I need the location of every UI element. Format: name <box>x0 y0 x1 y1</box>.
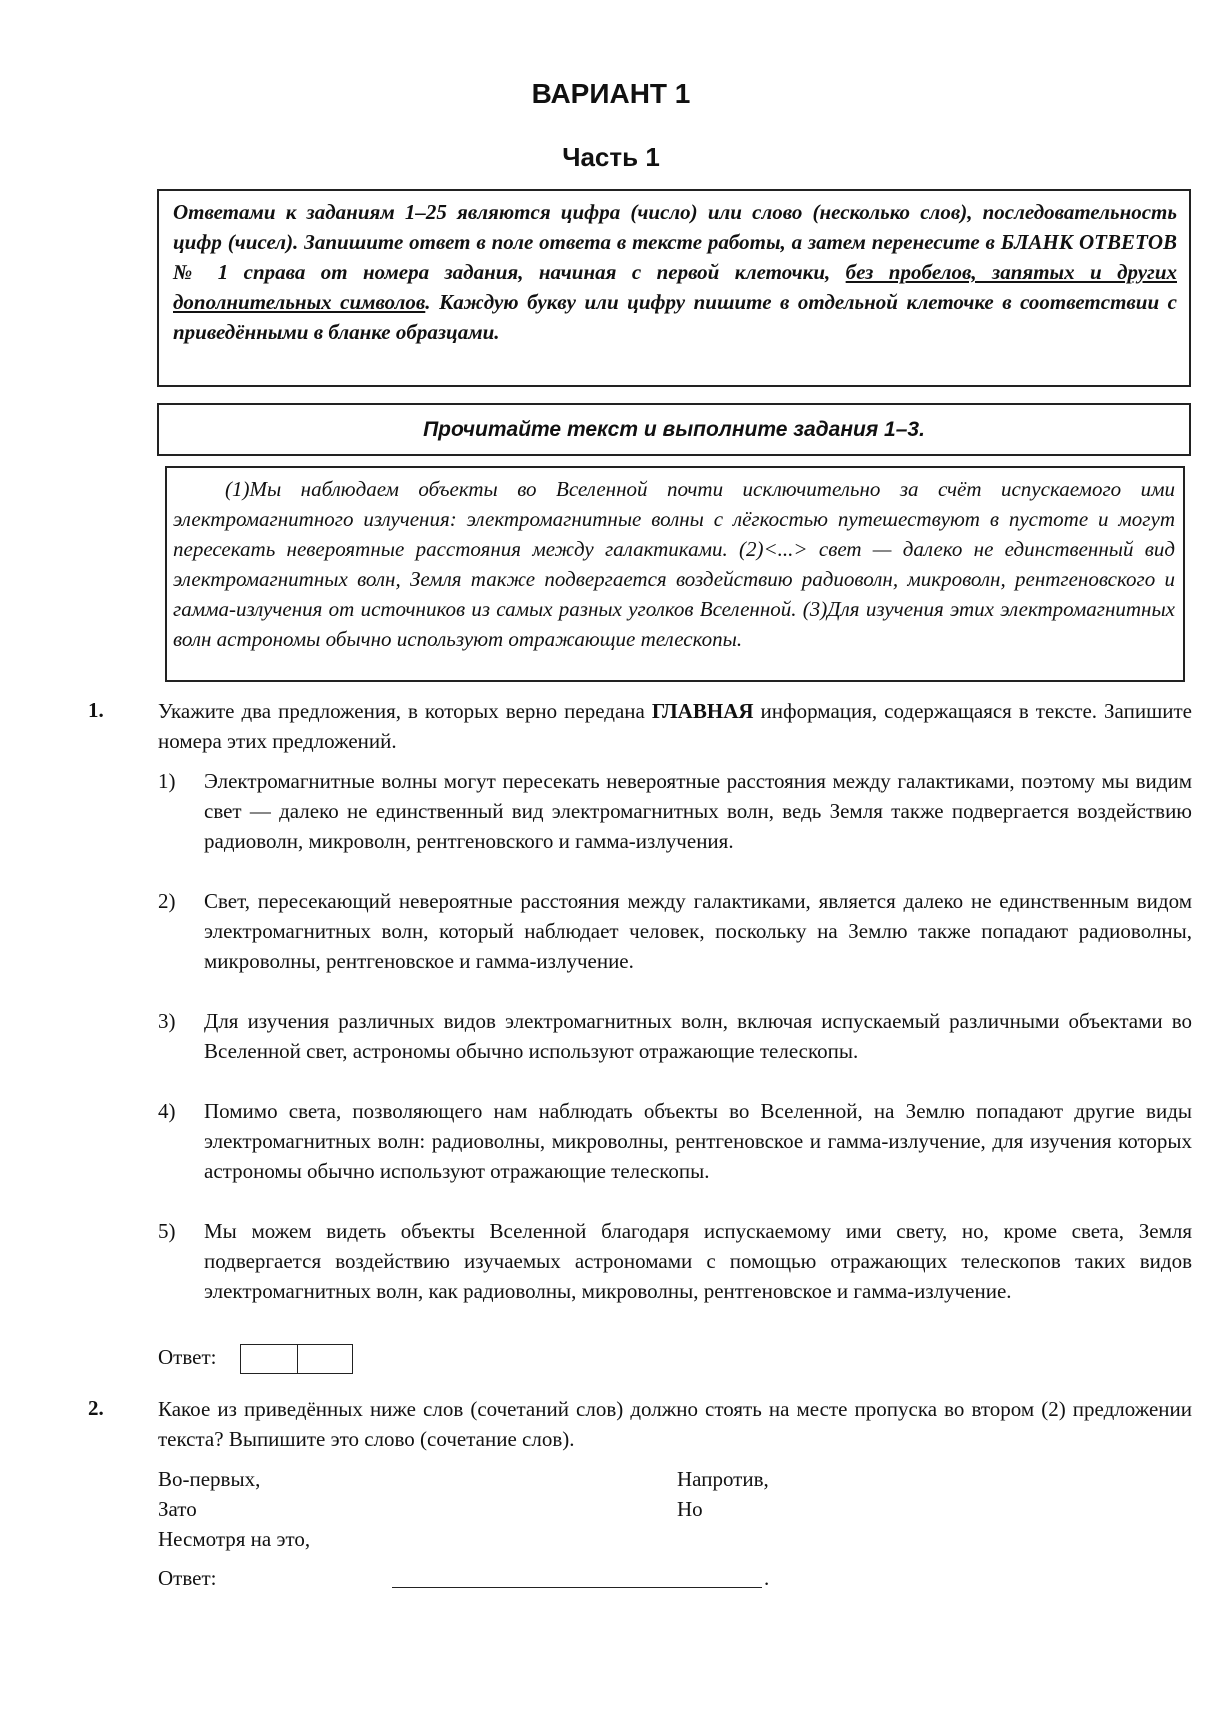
read-prompt-box: Прочитайте текст и выполните задания 1–3. <box>157 403 1191 456</box>
instructions-text: Ответами к заданиям 1–25 являются цифра (число) или слово (несколько слов), последовательность цифр (чисел). Запишите ответ в поле ответа в тексте работы, а затем перенесите в БЛАНК ОТВЕТОВ № 1 справа от номера задания, начиная с первой клеточки, <box>173 200 1177 284</box>
task1-question-start: Укажите два предложения, в которых верно передана <box>158 699 652 723</box>
word-list-left <box>158 1464 310 1554</box>
answer-cells[interactable] <box>240 1344 353 1374</box>
answer-label: Ответ: <box>158 1345 217 1369</box>
source-text-box <box>165 466 1185 682</box>
option-number: 2) <box>158 889 176 913</box>
task1-number: 1. <box>88 698 104 722</box>
task2-question: Какое из приведённых ниже слов (сочетаний слов) должно стоять на месте пропуска во втором (2) предложении текста? Выпишите это слово (сочетание слов). <box>158 1397 1192 1451</box>
task2-answer-row <box>158 1563 798 1593</box>
answer-label: Ответ: <box>158 1566 217 1590</box>
word-option: Напротив, <box>677 1467 769 1491</box>
task2-number: 2. <box>88 1396 104 1420</box>
option-text: Для изучения различных видов электромагнитных волн, включая испускаемый различными объектами во Вселенной свет, астрономы обычно используют отражающие телескопы. <box>204 1009 1192 1063</box>
answer-line[interactable] <box>392 1587 762 1588</box>
option-text: Помимо света, позволяющего нам наблюдать объекты во Вселенной, на Землю попадают другие виды электромагнитных волн: радиоволны, микроволны, рентгеновское и гамма-излучение, для изучения которых астрономы обычно используют отражающие телескопы. <box>204 1099 1192 1183</box>
word-option: Несмотря на это, <box>158 1527 311 1551</box>
word-option: Во-первых, <box>158 1467 261 1491</box>
source-text: (1)Мы наблюдаем объекты во Вселенной почти исключительно за счёт испускаемого ими электромагнитного излучения: электромагнитные волны с лёгкостью путешествуют в пустоте и могут пересекать невероятные расстояния между галактиками. (2)<...> свет — далеко не единственный вид электромагнитных волн, Земля также подвергается воздействию радиоволн, микроволн, рентгеновского и гамма-излучения от источников из самых разных уголков Вселенной. (3)Для изучения этих электромагнитных волн астрономы обычно используют отражающие телескопы. <box>173 477 1175 651</box>
instructions-text-end: . Каждую букву или цифру пишите в отдельной клеточке в соответствии с приведёнными в бланке образцами. <box>173 290 1177 344</box>
option-text: Электромагнитные волны могут пересекать невероятные расстояния между галактиками, поэтому мы видим свет — далеко не единственный вид электромагнитных волн, ведь Земля также подвергается воздействию радиоволн, микроволн, рентгеновского и гамма-излучения. <box>204 769 1192 853</box>
word-option: Зато <box>158 1497 197 1521</box>
word-option: Но <box>677 1497 703 1521</box>
option-number: 4) <box>158 1099 176 1123</box>
part-heading: Часть 1 <box>562 142 660 172</box>
cell-divider <box>297 1345 298 1373</box>
task1-question-bold: ГЛАВНАЯ <box>651 699 754 723</box>
option-text: Мы можем видеть объекты Вселенной благодаря испускаемому ими свету, но, кроме света, Земля подвергается воздействию изучаемых астрономами с помощью отражающих телескопов таких видов электромагнитных волн, как радиоволны, микроволны, рентгеновское и гамма-излучение. <box>204 1219 1192 1303</box>
option-number: 5) <box>158 1219 176 1243</box>
option-number: 1) <box>158 769 176 793</box>
task1-question-end: информация, содержащаяся в тексте. Запишите номера этих предложений. <box>158 699 1192 753</box>
task1-question <box>158 696 1192 756</box>
option-number: 3) <box>158 1009 176 1033</box>
instructions-box <box>157 189 1191 387</box>
instructions-underlined: без пробелов, запятых и других дополнительных символов <box>173 260 1177 314</box>
task1-answer-row <box>158 1342 216 1372</box>
option-text: Свет, пересекающий невероятные расстояния между галактиками, является далеко не единственным видом электромагнитных волн, который наблюдает человек, поскольку на Землю также попадают радиоволны, микроволны, рентгеновское и гамма-излучение. <box>204 889 1192 973</box>
variant-heading: ВАРИАНТ 1 <box>531 78 691 109</box>
word-list-right <box>677 1464 769 1524</box>
answer-end: . <box>764 1566 770 1590</box>
